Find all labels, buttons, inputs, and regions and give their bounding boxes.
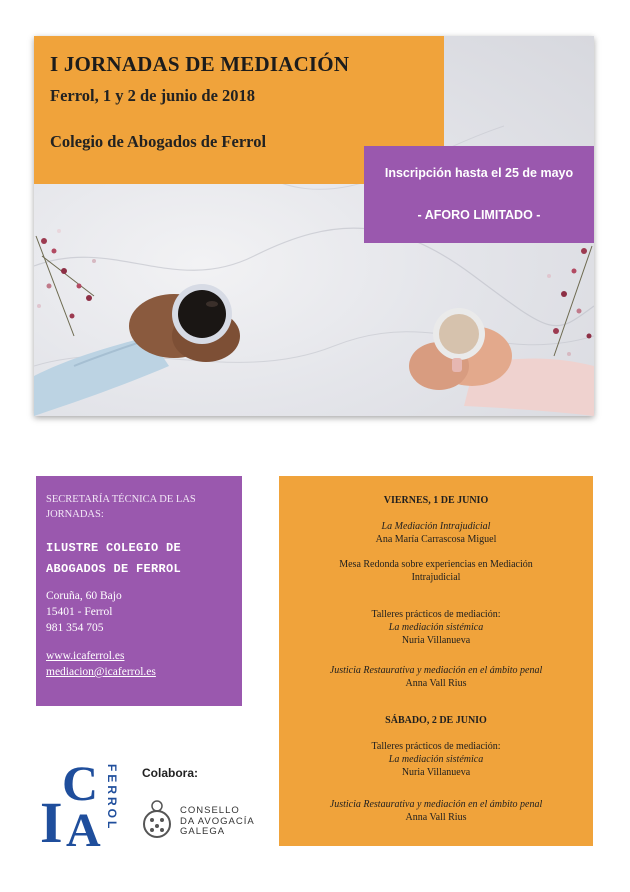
phone-number: 981 354 705 [46,622,104,634]
svg-text:FERROL: FERROL [105,764,119,832]
organization-line: ILUSTRE COLEGIO DE [46,541,182,555]
workshop-speaker: Anna Vall Rius [405,812,467,823]
day2-workshops [279,740,593,779]
program-box [279,476,593,846]
day2-workshop2 [279,798,593,824]
event-title: I JORNADAS DE MEDIACIÓN [50,52,350,76]
partner-line: GALEGA [180,826,226,837]
day1-title: VIERNES, 1 DE JUNIO [383,495,489,506]
workshops-heading: Talleres prácticos de mediación: [371,609,501,620]
email-link[interactable]: mediacion@icaferrol.es [46,666,156,678]
capacity-notice: - AFORO LIMITADO - [417,208,541,222]
event-date-place: Ferrol, 1 y 2 de junio de 2018 [50,86,256,105]
registration-deadline: Inscripción hasta el 25 de mayo [384,166,574,180]
svg-text:A: A [66,804,101,852]
talk1-speaker: Ana María Carrascosa Miguel [375,534,497,545]
svg-text:I: I [40,790,63,852]
secretariat-heading [46,492,196,522]
collaborator-label: Colabora: [142,766,199,780]
flowers-right-icon [547,246,592,356]
workshop-title: La mediación sistémica [388,754,484,765]
workshop-title: Justicia Restaurativa y mediación en el ámbito penal [329,799,543,810]
secretariat-heading-line: SECRETARÍA TÉCNICA DE LAS [46,494,196,505]
secretariat-heading-line: JORNADAS: [46,509,104,520]
organization-line: ABOGADOS DE FERROL [46,562,182,576]
workshop-title: Justicia Restaurativa y mediación en el ámbito penal [329,665,543,676]
workshop-title: La mediación sistémica [388,622,484,633]
secretariat-address [46,588,122,636]
partner-line: CONSELLO [180,805,240,816]
roundtable-line: Mesa Redonda sobre experiencias en Mediación [339,559,533,570]
flowers-left-icon [36,229,96,336]
talk1-title: La Mediación Intrajudicial [381,521,491,532]
consello-text [180,806,255,838]
svg-text:C: C [62,755,99,811]
registration-box [364,146,594,243]
address-line: 15401 - Ferrol [46,606,113,618]
workshop-speaker: Anna Vall Rius [405,678,467,689]
talk1 [279,520,593,546]
roundtable [279,558,593,584]
workshop-speaker: Nuria Villanueva [401,635,471,646]
consello-seal-icon [140,798,174,842]
address-line: Coruña, 60 Bajo [46,590,122,602]
day2-title: SÁBADO, 2 DE JUNIO [385,715,487,726]
website-link[interactable]: www.icaferrol.es [46,650,125,662]
day1-workshop2 [279,664,593,690]
workshops-heading: Talleres prácticos de mediación: [371,741,501,752]
day1-workshops [279,608,593,647]
secretariat-links [46,648,156,680]
ica-ferrol-logo [36,752,136,852]
secretariat-box [36,476,242,706]
workshop-speaker: Nuria Villanueva [401,767,471,778]
secretariat-organization [46,538,181,580]
roundtable-line: Intrajudicial [411,572,461,583]
event-organizer: Colegio de Abogados de Ferrol [50,132,267,151]
partner-line: DA AVOGACÍA [180,815,255,827]
